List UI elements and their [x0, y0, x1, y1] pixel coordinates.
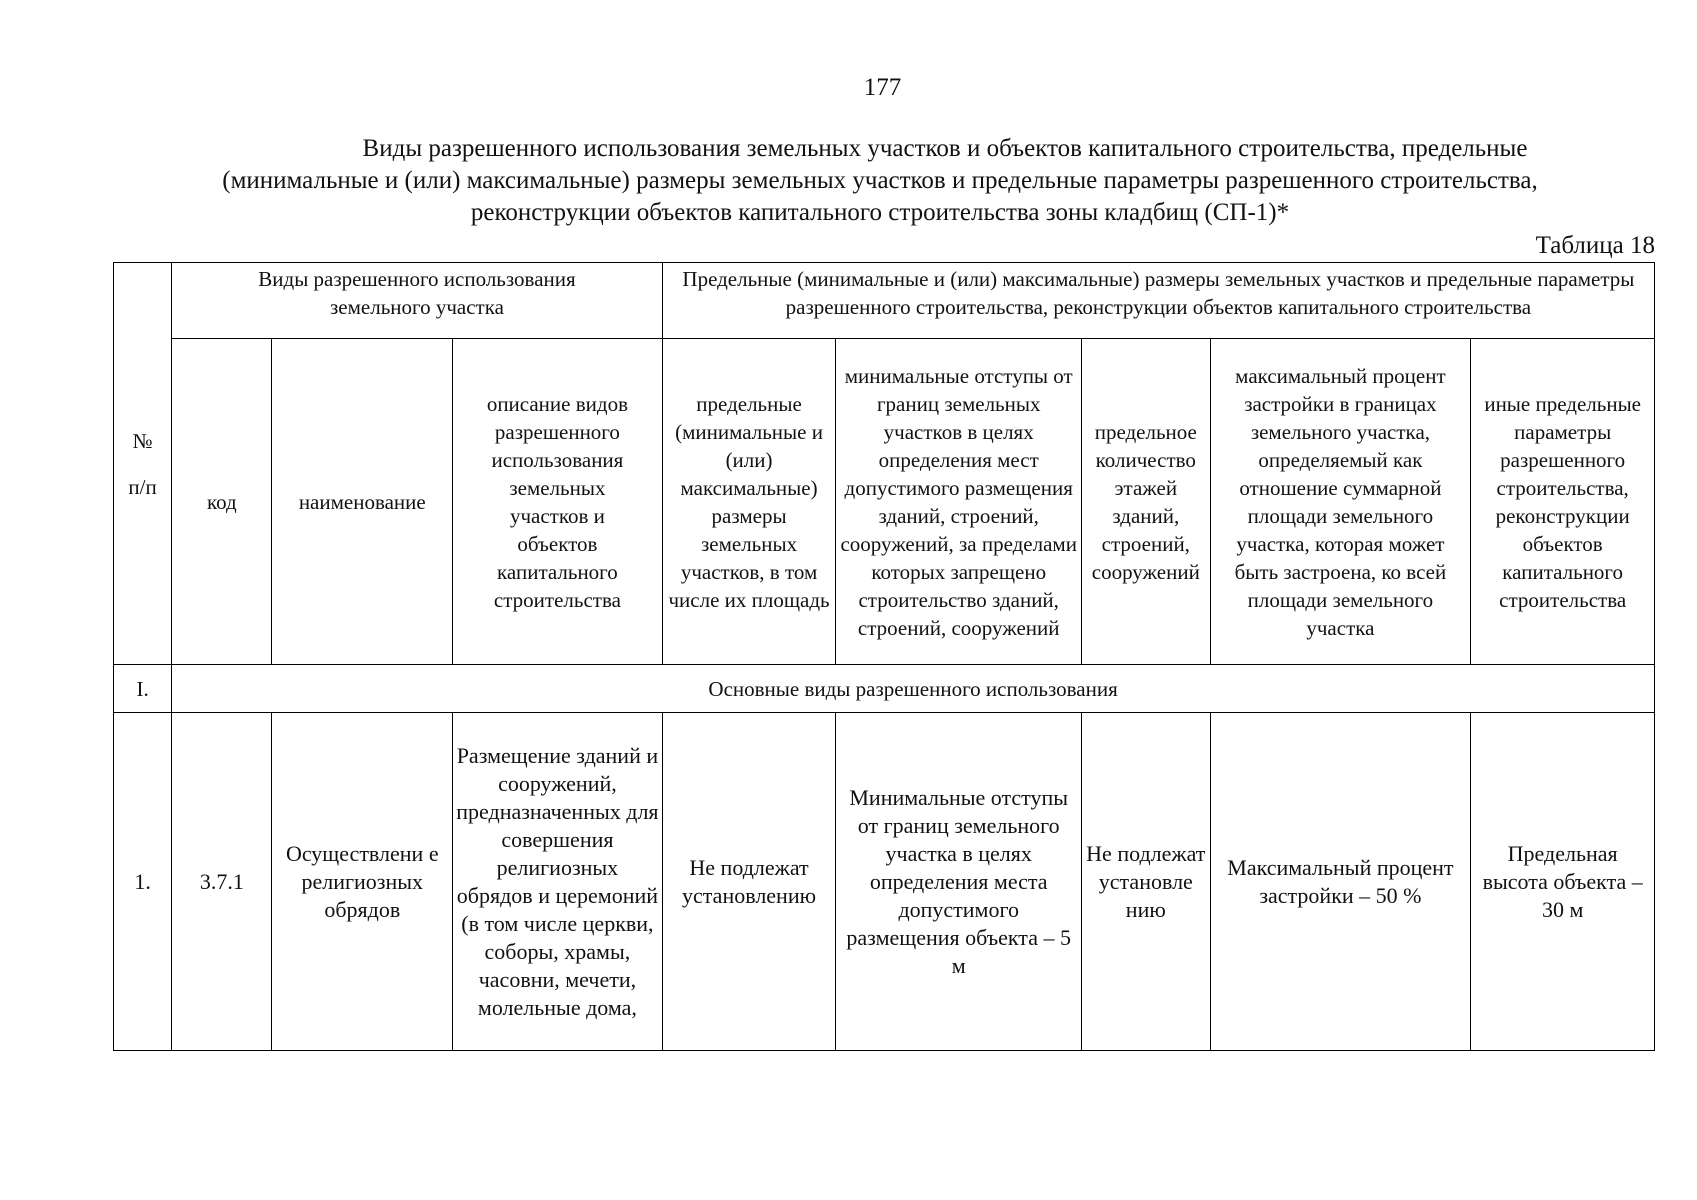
header-description: описание видов разрешенного использования земельных участков и объектов капитального строительства: [453, 339, 663, 665]
row-coverage: Максимальный процент застройки – 50 %: [1210, 713, 1471, 1051]
table-label: Таблица 18: [1535, 232, 1655, 259]
header-size: предельные (минимальные и (или) максимальные) размеры земельных участков, в том числе их площадь: [662, 339, 836, 665]
row-code: 3.7.1: [172, 713, 272, 1051]
header-group-right: Предельные (минимальные и (или) максимальные) размеры земельных участков и предельные параметры разрешенного строительства, реконструкции объектов капитального строительства: [662, 263, 1654, 339]
header-floors: предельное количество этажей зданий, строений, сооружений: [1082, 339, 1210, 665]
row-size: Не подлежат установлению: [662, 713, 836, 1051]
section-row: [114, 665, 1655, 713]
row-floors: Не подлежат установле нию: [1082, 713, 1210, 1051]
table-row: [114, 713, 1655, 1051]
title-line-3: реконструкции объектов капитального строительства зоны кладбищ (СП-1)*: [470, 199, 1290, 226]
header-num-cell: [114, 263, 172, 665]
title-line-1: Виды разрешенного использования земельных участков и объектов капитального строительства, предельные: [362, 135, 1528, 162]
header-num-sub: п/п: [128, 474, 157, 499]
header-group-left: Виды разрешенного использования земельного участка: [172, 263, 663, 339]
page-number: 177: [863, 74, 902, 101]
header-setback: минимальные отступы от границ земельных участков в целях определения мест допустимого размещения зданий, строений, сооружений, за пределами которых запрещено строительство зданий, строений, сооружений: [836, 339, 1082, 665]
row-name: Осуществлени е религиозных обрядов: [272, 713, 453, 1051]
row-num: 1.: [114, 713, 172, 1051]
row-other: Предельная высота объекта – 30 м: [1471, 713, 1655, 1051]
header-num-sign: №: [132, 428, 153, 453]
header-other: иные предельные параметры разрешенного строительства, реконструкции объектов капитального строительства: [1471, 339, 1655, 665]
row-description: Размещение зданий и сооружений, предназначенных для совершения религиозных обрядов и церемоний (в том числе церкви, соборы, храмы, часовни, мечети, молельные дома,: [453, 713, 663, 1051]
row-setback: Минимальные отступы от границ земельного участка в целях определения места допустимого размещения объекта – 5 м: [836, 713, 1082, 1051]
header-name: наименование: [272, 339, 453, 665]
section-num: I.: [114, 665, 172, 713]
header-code: код: [172, 339, 272, 665]
regulations-table: [113, 262, 1655, 1051]
header-coverage: максимальный процент застройки в границах земельного участка, определяемый как отношение суммарной площади земельного участка, которая может быть застроена, ко всей площади земельного участка: [1210, 339, 1471, 665]
section-title: Основные виды разрешенного использования: [172, 665, 1655, 713]
header-columns-row: [114, 339, 1655, 665]
header-group-row: [114, 263, 1655, 339]
title-line-2: (минимальные и (или) максимальные) размеры земельных участков и предельные параметры разрешенного строительства,: [222, 167, 1538, 194]
document-title: [110, 133, 1650, 229]
